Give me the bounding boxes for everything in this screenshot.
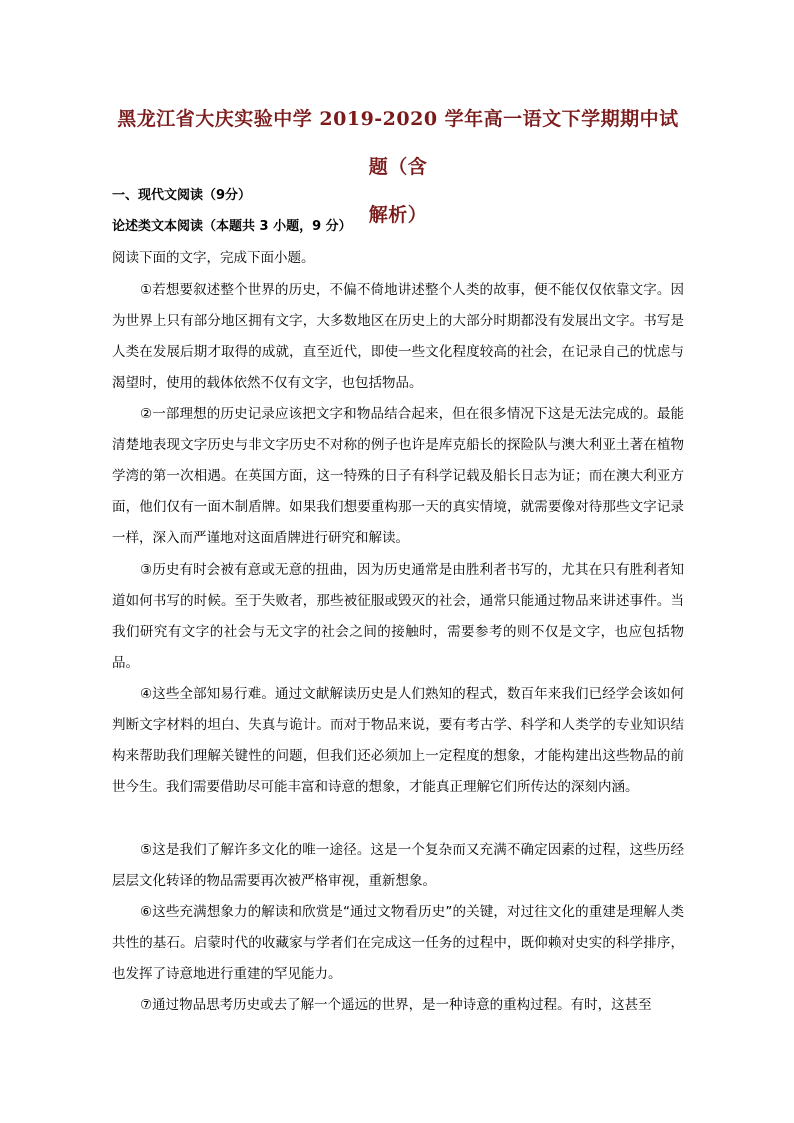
section-heading: 一、现代文阅读（9分）: [112, 188, 252, 203]
subsection-heading: 论述类文本阅读（本题共 3 小题，9 分）: [112, 219, 352, 234]
paragraph-3: ③历史有时会被有意或无意的扭曲，因为历史通常是由胜利者书写的，尤其在只有胜利者知道如何书写的时候。至于失败者，那些被征服或毁灭的社会，通常只能通过物品来讲述事件。当我们研究有文字的社会与无文字的社会之间的接触时，需要参考的则不仅是文字，也应包括物品。: [112, 562, 684, 671]
paragraph-7: ⑦通过物品思考历史或去了解一个遥远的世界，是一种诗意的重构过程。有时，这甚至: [140, 997, 652, 1013]
paragraph-5: ⑤这是我们了解许多文化的唯一途径。这是一个复杂而又充满不确定因素的过程，这些历经层层文化转译的物品需要再次被严格审视，重新想象。: [112, 842, 684, 889]
title-line-1: 黑龙江省大庆实验中学 2019-2020 学年高一语文下学期期中试题（含: [117, 108, 679, 178]
paragraph-1: ①若想要叙述整个世界的历史，不偏不倚地讲述整个人类的故事，便不能仅仅依靠文字。因为世界上只有部分地区拥有文字，大多数地区在历史上的大部分时期都没有发展出文字。书写是人类在发展后期才取得的成就，直至近代，即使一些文化程度较高的社会，在记录自己的忧虑与渴望时，使用的载体依然不仅有文字，也包括物品。: [112, 282, 684, 391]
title-line-2: 解析）: [368, 204, 428, 226]
instruction-text: 阅读下面的文字，完成下面小题。: [112, 250, 315, 266]
paragraph-2: ②一部理想的历史记录应该把文字和物品结合起来，但在很多情况下这是无法完成的。最能清楚地表现文字历史与非文字历史不对称的例子也许是库克船长的探险队与澳大利亚土著在植物学湾的第一次相遇。在英国方面，这一特殊的日子有科学记载及船长日志为证；而在澳大利亚方面，他们仅有一面木制盾牌。如果我们想要重构那一天的真实情境，就需要像对待那些文字记录一样，深入而严谨地对这面盾牌进行研究和解读。: [112, 406, 684, 546]
paragraph-4: ④这些全部知易行难。通过文献解读历史是人们熟知的程式，数百年来我们已经学会该如何判断文字材料的坦白、失真与诡计。而对于物品来说，要有考古学、科学和人类学的专业知识结构来帮助我们理解关键性的问题，但我们还必须加上一定程度的想象，才能构建出这些物品的前世今生。我们需要借助尽可能丰富和诗意的想象，才能真正理解它们所传达的深刻内涵。: [112, 686, 684, 795]
paragraph-6: ⑥这些充满想象力的解读和欣赏是“通过文物看历史”的关键，对过往文化的重建是理解人类共性的基石。启蒙时代的收藏家与学者们在完成这一任务的过程中，既仰赖对史实的科学排序，也发挥了诗意地进行重建的罕见能力。: [112, 904, 684, 982]
